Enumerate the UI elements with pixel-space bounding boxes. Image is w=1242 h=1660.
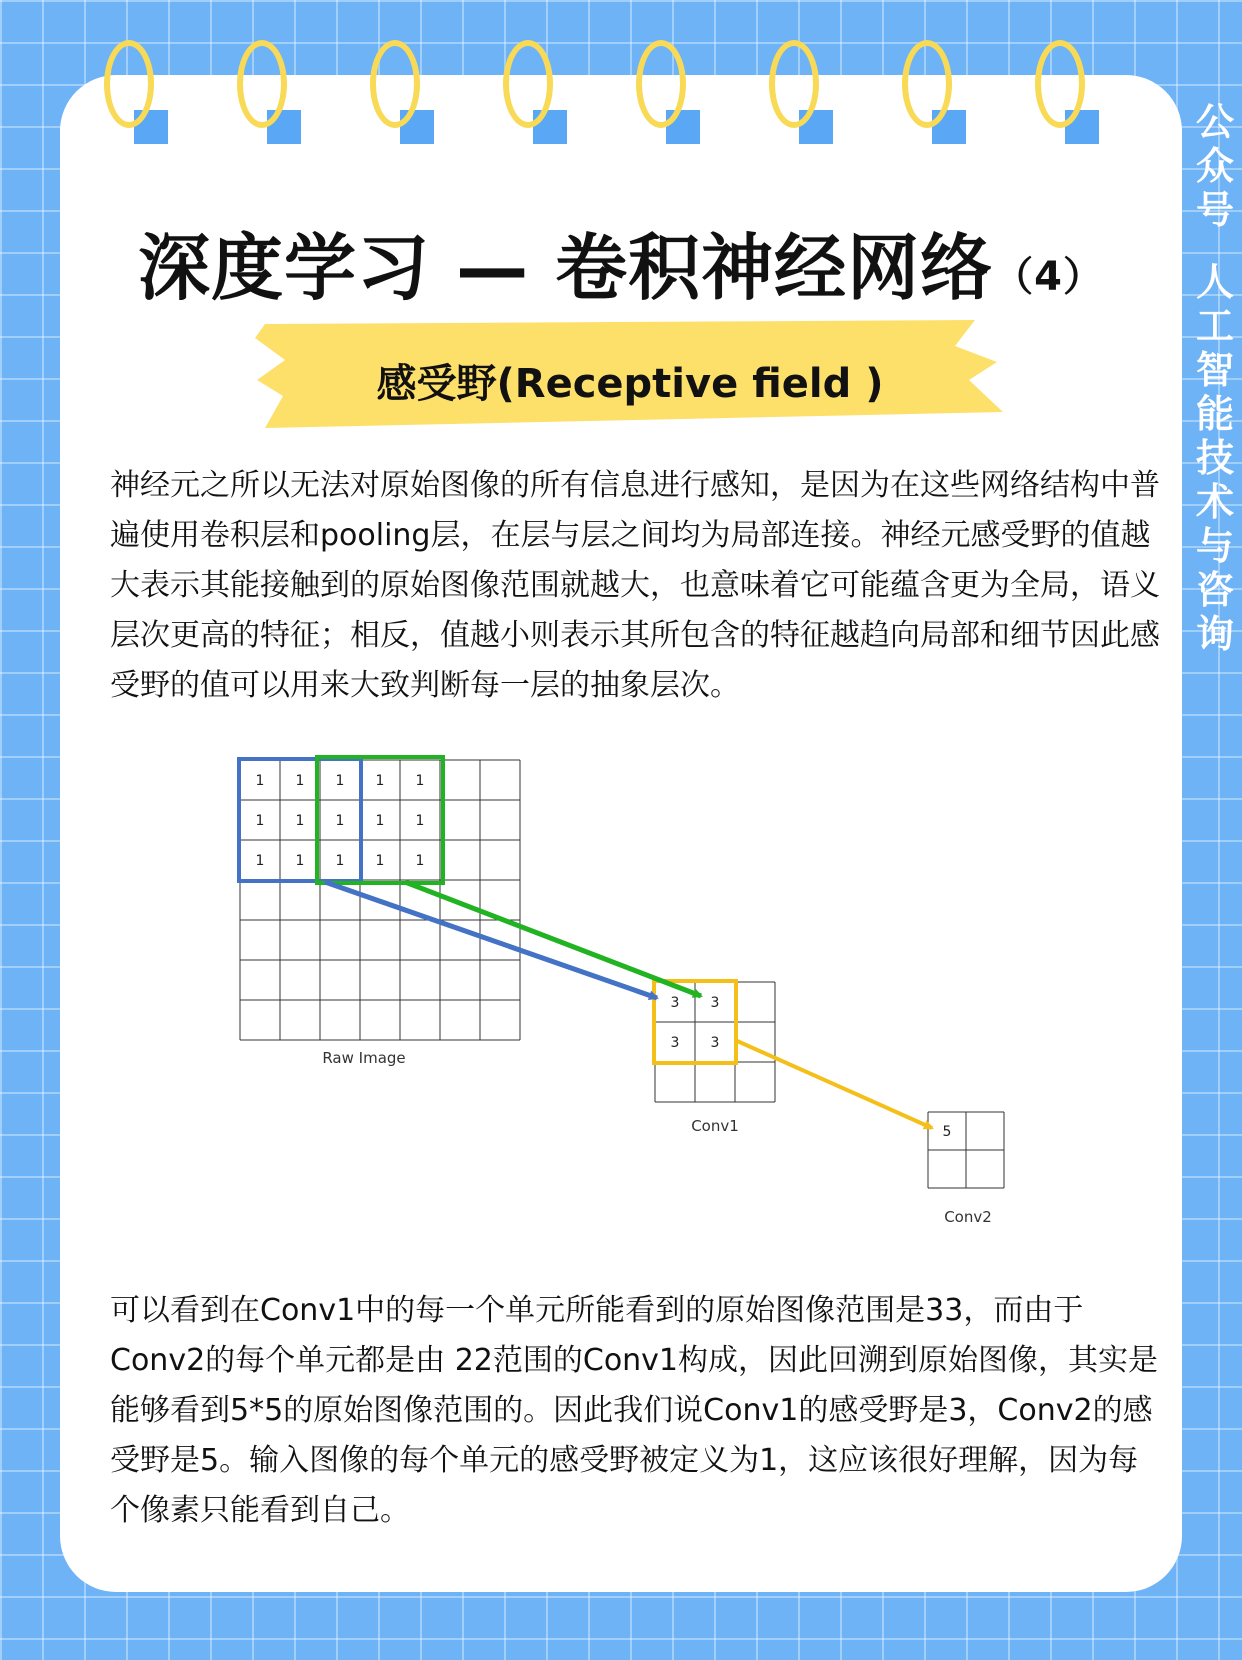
page-title — [0, 210, 1242, 314]
grid-caption: Raw Image — [322, 1049, 406, 1067]
ring-loop — [104, 40, 154, 128]
side-label-char: 智 — [1195, 348, 1234, 392]
blue-arrow — [325, 882, 657, 998]
grid-caption: Conv2 — [944, 1208, 992, 1226]
raw-image-cell-value: 1 — [335, 813, 345, 829]
binder-ring — [1035, 40, 1091, 136]
raw-image-cell-value: 1 — [415, 773, 425, 789]
green-arrow — [405, 882, 701, 996]
binder-ring — [104, 40, 160, 136]
ring-loop — [1035, 40, 1085, 128]
side-label-char: 询 — [1195, 612, 1234, 656]
conv1-cell-value: 3 — [670, 995, 680, 1011]
paragraph-intro: 神经元之所以无法对原始图像的所有信息进行感知，是因为在这些网络结构中普遍使用卷积层和pooling层，在层与层之间均为局部连接。神经元感受野的值越大表示其能接触到的原始图像范围就越大，也意味着它可能蕴含更为全局，语义层次更高的特征；相反，值越小则表示其所包含的特征越趋向局部和细节因此感受野的值可以用来大致判断每一层的抽象层次。 — [110, 468, 1160, 703]
side-label-char: 咨 — [1195, 568, 1234, 612]
ring-loop — [902, 40, 952, 128]
raw-image-cell-value: 1 — [255, 813, 265, 829]
ring-loop — [636, 40, 686, 128]
side-label-char: 人 — [1195, 260, 1234, 304]
grid-caption: Conv1 — [691, 1117, 739, 1135]
binder-ring — [503, 40, 559, 136]
ring-loop — [503, 40, 553, 128]
conv1-cell-value: 3 — [710, 1035, 720, 1051]
title-suffix: （4） — [993, 253, 1104, 300]
side-label-char: 号 — [1195, 188, 1234, 232]
ring-loop — [370, 40, 420, 128]
raw-image-cell-value: 1 — [295, 813, 305, 829]
side-label-char: 公 — [1195, 100, 1234, 144]
raw-image-cell-value: 1 — [415, 813, 425, 829]
raw-image-cell-value: 1 — [375, 853, 385, 869]
raw-image-cell-value: 1 — [335, 773, 345, 789]
receptive-field-diagram — [235, 755, 1005, 1235]
ring-loop — [769, 40, 819, 128]
side-label-char: 能 — [1195, 392, 1234, 436]
raw-image-cell-value: 1 — [295, 773, 305, 789]
ring-loop — [237, 40, 287, 128]
binder-ring — [370, 40, 426, 136]
side-label — [1188, 100, 1242, 656]
paragraph-explanation: 可以看到在Conv1中的每一个单元所能看到的原始图像范围是33，而由于Conv2的每个单元都是由 22范围的Conv1构成，因此回溯到原始图像，其实是能够看到5*5的原始图像范围的。因此我们说Conv1的感受野是3，Conv2的感受野是5。输入图像的每个单元的感受野被定义为1，这应该很好理解，因为每个像素只能看到自己。 — [110, 1293, 1159, 1528]
side-label-char: 众 — [1195, 144, 1234, 188]
raw-image-cell-value: 1 — [415, 853, 425, 869]
binder-ring — [237, 40, 293, 136]
raw-image-cell-value: 1 — [375, 773, 385, 789]
conv2-cell-value: 5 — [942, 1124, 952, 1140]
title-main: 深度学习 — 卷积神经网络 — [138, 226, 994, 310]
side-label-char: 技 — [1195, 436, 1234, 480]
side-label-char: 术 — [1195, 480, 1234, 524]
binder-ring — [902, 40, 958, 136]
raw-image-cell-value: 1 — [335, 853, 345, 869]
side-label-char: 与 — [1195, 524, 1234, 568]
conv1-cell-value: 3 — [710, 995, 720, 1011]
raw-image-cell-value: 1 — [255, 853, 265, 869]
binder-ring — [636, 40, 692, 136]
gold-arrow — [735, 1040, 932, 1128]
subtitle: 感受野(Receptive field ) — [376, 361, 884, 407]
raw-image-cell-value: 1 — [295, 853, 305, 869]
binder-ring — [769, 40, 825, 136]
conv1-cell-value: 3 — [670, 1035, 680, 1051]
raw-image-cell-value: 1 — [375, 813, 385, 829]
side-label-char: 工 — [1195, 304, 1234, 348]
raw-image-cell-value: 1 — [255, 773, 265, 789]
